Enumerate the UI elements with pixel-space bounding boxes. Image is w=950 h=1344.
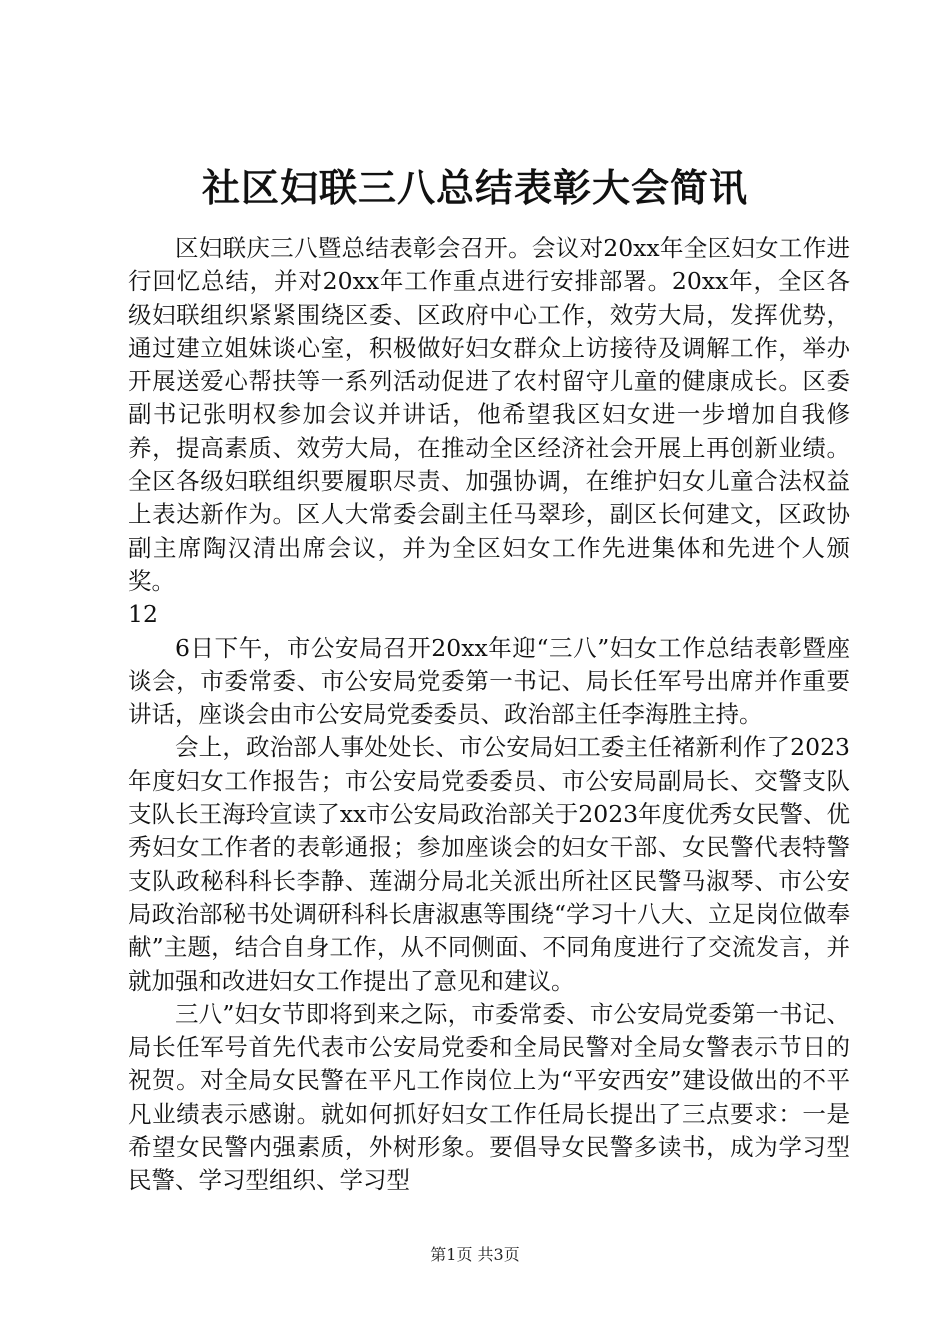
- paragraph-meeting-report: 会上，政治部人事处处长、市公安局妇工委主任褚新利作了2023年度妇女工作报告；市公安局党委委员、市公安局副局长、交警支队支队长王海玲宣读了xx市公安局政治部关于2023年度优秀女民警、优秀妇女工作者的表彰通报；参加座谈会的妇女干部、女民警代表特警支队政秘科科长李静、莲湖分局北关派出所社区民警马淑琴、市公安局政治部秘书处调研科科长唐淑惠等围绕“学习十八大、立足岗位做奉献”主题，结合自身工作，从不同侧面、不同角度进行了交流发言，并就加强和改进妇女工作提出了意见和建议。: [128, 733, 850, 995]
- paragraph-police-meeting: 6日下午，市公安局召开20xx年迎“三八”妇女工作总结表彰暨座谈会，市委常委、市公安局党委第一书记、局长任军号出席并作重要讲话，座谈会由市公安局党委委员、政治部主任李海胜主持。: [128, 633, 850, 729]
- page-footer: 第1页 共3页: [430, 1245, 520, 1264]
- document-title: 社区妇联三八总结表彰大会简讯: [201, 165, 748, 210]
- paragraph-intro: 区妇联庆三八暨总结表彰会召开。会议对20xx年全区妇女工作进行回忆总结，并对20xx年工作重点进行安排部署。20xx年，全区各级妇联组织紧紧围绕区委、区政府中心工作，效劳大局，发挥优势，通过建立姐妹谈心室，积极做好妇女群众上访接待及调解工作，举办开展送爱心帮扶等一系列活动促进了农村留守儿童的健康成长。区委副书记张明权参加会议并讲话，他希望我区妇女进一步增加自我修养，提高素质、效劳大局，在推动全区经济社会开展上再创新业绩。全区各级妇联组织要履职尽责、加强协调，在维护妇女儿童合法权益上表达新作为。区人大常委会副主任马翠珍，副区长何建文，区政协副主席陶汉清出席会议，并为全区妇女工作先进集体和先进个人颁奖。: [128, 234, 850, 595]
- paragraph-number: 12: [128, 600, 158, 629]
- document-body: [128, 232, 850, 1198]
- paragraph-womens-day: 三八”妇女节即将到来之际，市委常委、市公安局党委第一书记、局长任军号首先代表市公安局党委和全局民警对全局女警表示节日的祝贺。对全局女民警在平凡工作岗位上为“平安西安”建设做出的不平凡业绩表示感谢。就如何抓好妇女工作任局长提出了三点要求：一是希望女民警内强素质，外树形象。要倡导女民警多读书，成为学习型民警、学习型组织、学习型: [128, 999, 850, 1195]
